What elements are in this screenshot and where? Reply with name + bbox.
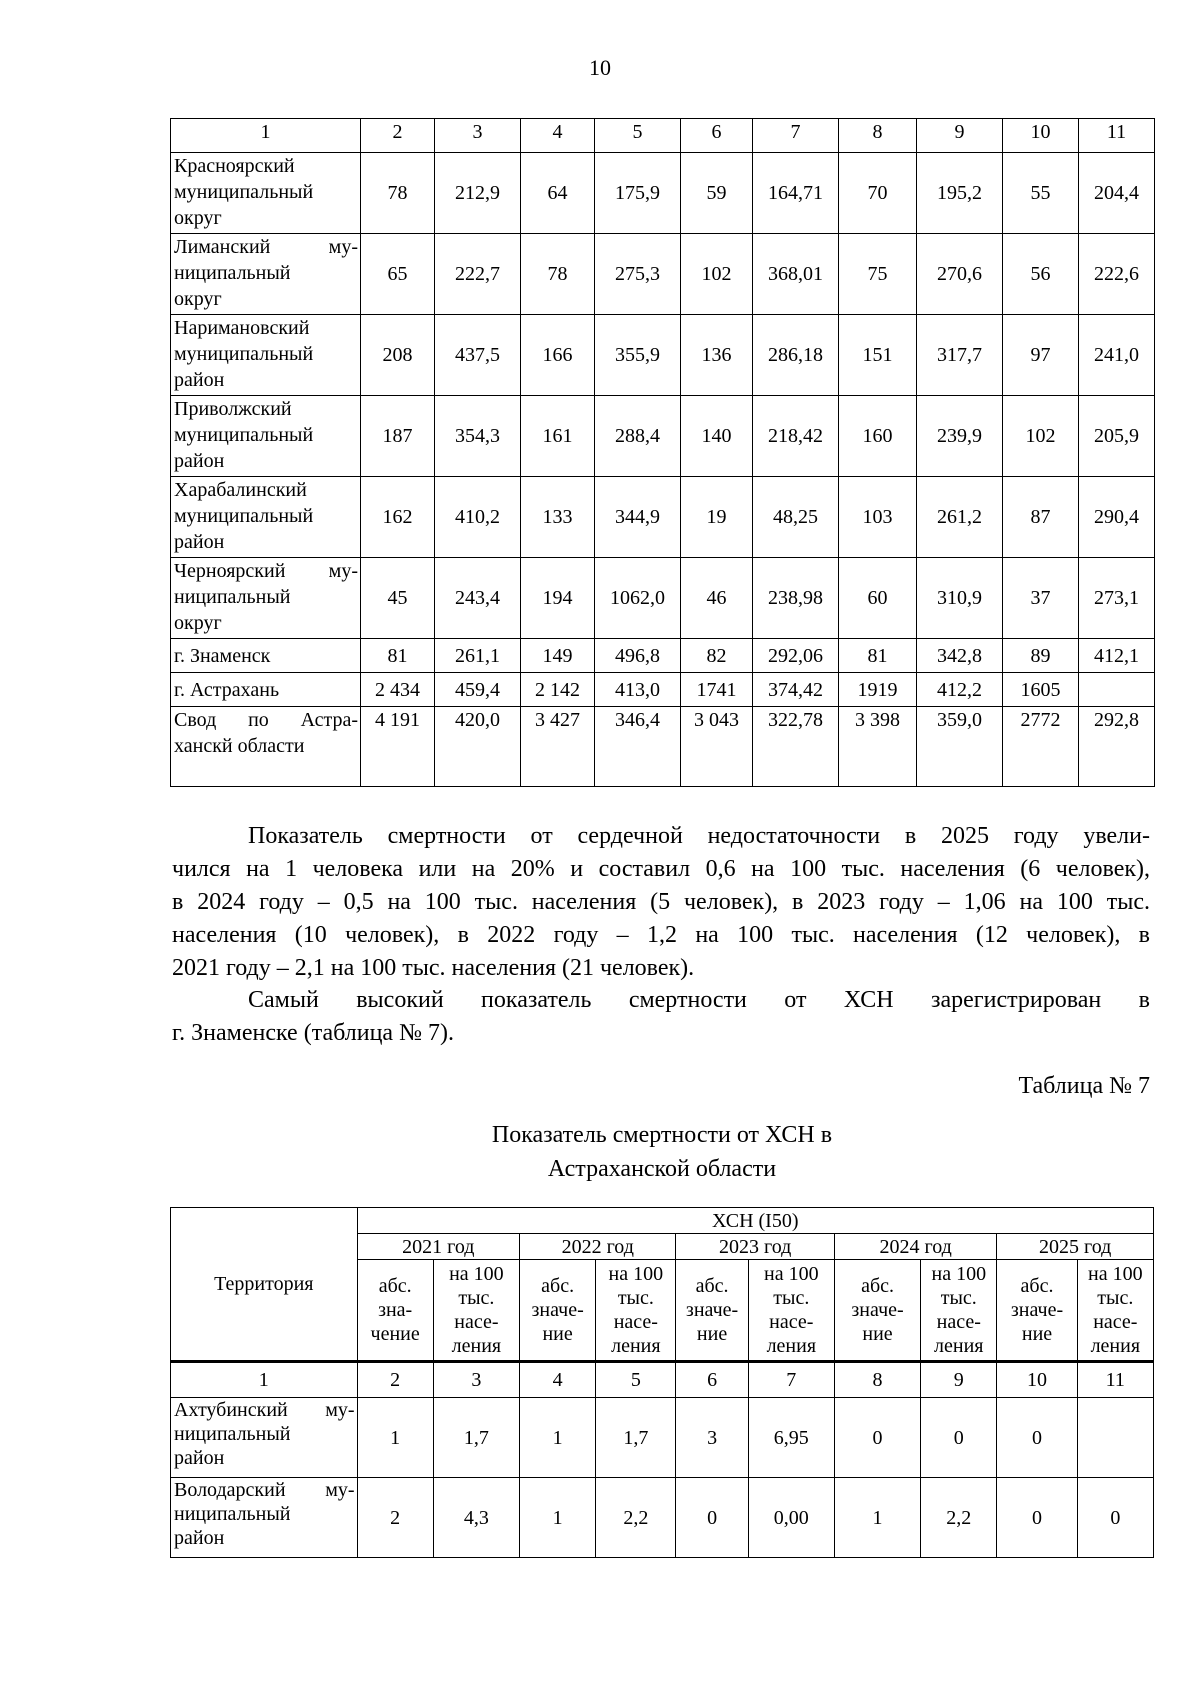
table-cell: 292,06	[753, 639, 839, 673]
subheader-line: насе-	[1093, 1311, 1138, 1333]
column-number: 10	[1003, 119, 1079, 153]
table-cell: 164,71	[753, 153, 839, 234]
table-cell: 81	[839, 639, 917, 673]
table-cell: 161	[521, 396, 595, 477]
subheader-line: значе-	[685, 1299, 739, 1321]
table-cell: 243,4	[435, 558, 521, 639]
table-cell: 0	[997, 1398, 1077, 1478]
table-cell: 286,18	[753, 315, 839, 396]
table-cell: 437,5	[435, 315, 521, 396]
territory-name-line: Лиманский му-	[174, 236, 358, 258]
table-cell: 0	[1077, 1478, 1153, 1558]
subheader-cell	[357, 1260, 433, 1362]
territory-name-line: Харабалинский	[174, 479, 307, 501]
table-cell: 204,4	[1079, 153, 1155, 234]
territory-name-line: ниципальный	[174, 262, 291, 284]
table-cell: 0	[834, 1398, 920, 1478]
territory-name-line: Наримановский	[174, 317, 310, 339]
table-cell: 55	[1003, 153, 1079, 234]
subheader-line: чение	[370, 1323, 420, 1345]
table-cell: 1741	[681, 673, 753, 707]
column-number: 11	[1079, 119, 1155, 153]
table-cell: 1	[357, 1398, 433, 1478]
territory-name	[171, 234, 361, 315]
paragraph-line: г. Знаменске (таблица № 7).	[172, 1020, 454, 1046]
year-header: 2022 год	[520, 1234, 676, 1260]
table-cell: 344,9	[595, 477, 681, 558]
table-cell: 140	[681, 396, 753, 477]
table-cell: 322,78	[753, 707, 839, 787]
header-row	[171, 1208, 1154, 1234]
subheader-line: значе-	[531, 1299, 584, 1321]
table-cell: 60	[839, 558, 917, 639]
territory-name-line: район	[174, 1527, 225, 1549]
table-cell: 81	[361, 639, 435, 673]
territory-name-line: Черноярский му-	[174, 560, 358, 582]
column-numbers-row	[171, 1362, 1154, 1398]
table-row	[171, 558, 1155, 639]
table-row	[171, 477, 1155, 558]
subheader-line: значе-	[1010, 1299, 1064, 1321]
table-cell: 1	[520, 1398, 596, 1478]
column-number: 2	[357, 1362, 433, 1398]
column-number: 1	[171, 119, 361, 153]
table-cell: 56	[1003, 234, 1079, 315]
column-number: 1	[171, 1362, 358, 1398]
subheader-line: насе-	[454, 1311, 499, 1333]
table-cell: 133	[521, 477, 595, 558]
table-title-line: Астраханской области	[547, 1156, 777, 1182]
paragraph-highest-rate	[172, 984, 1150, 1050]
territory-name-line: Свод по Астра-	[174, 709, 358, 731]
territory-name-line: район	[174, 450, 225, 472]
mortality-table-continued	[170, 118, 1155, 787]
year-header: 2021 год	[357, 1234, 519, 1260]
table-row	[171, 1398, 1154, 1478]
table-cell: 1605	[1003, 673, 1079, 707]
page-number: 10	[589, 55, 611, 80]
year-header: 2024 год	[834, 1234, 996, 1260]
table-cell: 78	[521, 234, 595, 315]
subheader-line: ления	[451, 1335, 502, 1357]
table-cell: 162	[361, 477, 435, 558]
table-cell: 368,01	[753, 234, 839, 315]
column-number: 9	[917, 119, 1003, 153]
table-cell: 275,3	[595, 234, 681, 315]
subheader-line: ления	[934, 1335, 984, 1357]
territory-name-line: округ	[174, 207, 222, 229]
table-cell: 1,7	[596, 1398, 676, 1478]
territory-name-line: г. Знаменск	[174, 644, 271, 667]
table-cell: 1062,0	[595, 558, 681, 639]
table-cell: 59	[681, 153, 753, 234]
table-cell: 374,42	[753, 673, 839, 707]
table-cell: 412,2	[917, 673, 1003, 707]
table-cell: 166	[521, 315, 595, 396]
table-cell: 355,9	[595, 315, 681, 396]
column-number: 7	[753, 119, 839, 153]
subheader-line: тыс.	[617, 1287, 654, 1309]
table-cell: 149	[521, 639, 595, 673]
table-cell: 2,2	[921, 1478, 997, 1558]
column-number: 7	[748, 1362, 834, 1398]
subheader-line: тыс.	[940, 1287, 977, 1309]
year-header: 2025 год	[997, 1234, 1154, 1260]
table-cell: 239,9	[917, 396, 1003, 477]
paragraph-line: 2021 году – 2,1 на 100 тыс. населения (21 человек).	[172, 955, 695, 981]
territory-name	[171, 477, 361, 558]
territory-name	[171, 1398, 358, 1478]
table-cell: 160	[839, 396, 917, 477]
table-cell: 0,00	[748, 1478, 834, 1558]
subheader-cell	[520, 1260, 596, 1362]
table-cell: 1,7	[433, 1398, 519, 1478]
subheader-line: значе-	[851, 1299, 904, 1321]
column-number: 2	[361, 119, 435, 153]
subheader-line: абс.	[541, 1275, 575, 1297]
territory-name-line: округ	[174, 288, 222, 310]
subheader-line: тыс.	[458, 1287, 495, 1309]
subheader-line: тыс.	[1097, 1287, 1134, 1309]
subheader-line: на 100	[449, 1263, 504, 1285]
territory-name	[171, 558, 361, 639]
table-cell: 19	[681, 477, 753, 558]
territory-name-line: район	[174, 1447, 225, 1469]
paragraph-heart-failure	[172, 820, 1150, 985]
table-cell	[1077, 1398, 1153, 1478]
table-cell: 238,98	[753, 558, 839, 639]
table-cell: 317,7	[917, 315, 1003, 396]
subheader-cell	[748, 1260, 834, 1362]
subheader-line: ления	[611, 1335, 661, 1357]
territory-name-line: Ахтубинский му-	[174, 1399, 355, 1421]
table-cell: 241,0	[1079, 315, 1155, 396]
table-cell: 194	[521, 558, 595, 639]
table-cell: 136	[681, 315, 753, 396]
table-cell: 292,8	[1079, 707, 1155, 787]
table-cell: 496,8	[595, 639, 681, 673]
territory-name-line: район	[174, 531, 225, 553]
territory-name-line: муниципальный	[174, 424, 314, 446]
table-cell: 87	[1003, 477, 1079, 558]
subheader-line: абс.	[861, 1275, 895, 1297]
territory-name-line: Володарский му-	[174, 1479, 355, 1501]
subheader-line: абс.	[378, 1275, 412, 1297]
table-cell: 78	[361, 153, 435, 234]
table-cell: 45	[361, 558, 435, 639]
territory-name	[171, 639, 361, 673]
territory-name	[171, 315, 361, 396]
column-number: 3	[433, 1362, 519, 1398]
table-cell: 2772	[1003, 707, 1079, 787]
table-cell: 1919	[839, 673, 917, 707]
table-cell: 2,2	[596, 1478, 676, 1558]
column-number: 5	[595, 119, 681, 153]
table-cell: 70	[839, 153, 917, 234]
table-cell: 102	[681, 234, 753, 315]
table-cell: 218,42	[753, 396, 839, 477]
subheader-line: тыс.	[773, 1287, 810, 1309]
territory-name-line: округ	[174, 612, 222, 634]
table-cell: 412,1	[1079, 639, 1155, 673]
subheader-line: насе-	[769, 1311, 814, 1333]
column-number: 10	[997, 1362, 1077, 1398]
subheader-line: на 100	[1088, 1263, 1143, 1285]
table-row	[171, 707, 1155, 787]
subheader-cell	[1077, 1260, 1153, 1362]
territory-name	[171, 707, 361, 787]
table-cell: 6,95	[748, 1398, 834, 1478]
table-cell: 97	[1003, 315, 1079, 396]
territory-name-line: Приволжский	[174, 398, 292, 420]
year-header: 2023 год	[676, 1234, 834, 1260]
table-cell: 310,9	[917, 558, 1003, 639]
territory-name	[171, 673, 361, 707]
territory-name-line: ниципальный	[174, 1503, 291, 1525]
subheader-line: абс.	[695, 1275, 729, 1297]
territory-name-line: ханскй области	[174, 735, 305, 757]
column-number: 11	[1077, 1362, 1153, 1398]
table-cell: 89	[1003, 639, 1079, 673]
table-cell: 0	[676, 1478, 748, 1558]
table-label: Таблица № 7	[1018, 1073, 1150, 1099]
table-cell: 195,2	[917, 153, 1003, 234]
table-cell: 1	[834, 1478, 920, 1558]
table-row	[171, 639, 1155, 673]
table-title	[170, 1118, 1154, 1186]
table-cell: 2	[357, 1478, 433, 1558]
table-cell: 222,6	[1079, 234, 1155, 315]
table-cell: 1	[520, 1478, 596, 1558]
column-number: 8	[839, 119, 917, 153]
territory-name-line: Красноярский	[174, 155, 295, 177]
territory-name-line: муниципальный	[174, 343, 314, 365]
table-cell: 2 434	[361, 673, 435, 707]
table-cell: 4,3	[433, 1478, 519, 1558]
table-cell: 75	[839, 234, 917, 315]
subheader-line: насе-	[936, 1311, 981, 1333]
table-row	[171, 234, 1155, 315]
table-cell: 288,4	[595, 396, 681, 477]
table-cell: 208	[361, 315, 435, 396]
table-cell: 3	[676, 1398, 748, 1478]
subheader-line: насе-	[613, 1311, 658, 1333]
subheader-line: ние	[1021, 1323, 1053, 1345]
territory-name	[171, 1478, 358, 1558]
column-number: 5	[596, 1362, 676, 1398]
table-cell: 187	[361, 396, 435, 477]
column-number: 8	[834, 1362, 920, 1398]
table-cell: 82	[681, 639, 753, 673]
territory-name-line: ниципальный	[174, 1423, 291, 1445]
table-cell: 290,4	[1079, 477, 1155, 558]
table-cell: 48,25	[753, 477, 839, 558]
subheader-line: на 100	[931, 1263, 987, 1285]
table-cell: 37	[1003, 558, 1079, 639]
territory-header: Территория	[171, 1208, 358, 1362]
table-cell: 151	[839, 315, 917, 396]
table-cell: 354,3	[435, 396, 521, 477]
subheader-cell	[433, 1260, 519, 1362]
table-cell: 64	[521, 153, 595, 234]
table-row	[171, 673, 1155, 707]
table-cell: 261,2	[917, 477, 1003, 558]
subheader-line: на 100	[764, 1263, 819, 1285]
column-number: 4	[520, 1362, 596, 1398]
table-cell: 3 427	[521, 707, 595, 787]
paragraph-line: в 2024 году – 0,5 на 100 тыс. населения (5 человек), в 2023 году – 1,06 на 100 тыс.	[172, 889, 1150, 915]
table-cell: 410,2	[435, 477, 521, 558]
table-cell: 212,9	[435, 153, 521, 234]
table-cell: 270,6	[917, 234, 1003, 315]
chf-mortality-table	[170, 1207, 1154, 1558]
subheader-line: ления	[1090, 1335, 1141, 1357]
table-title-line: Показатель смертности от ХСН в	[491, 1122, 833, 1148]
group-header: ХСН (I50)	[357, 1208, 1153, 1234]
table-cell: 0	[921, 1398, 997, 1478]
table-cell: 4 191	[361, 707, 435, 787]
table-row	[171, 396, 1155, 477]
subheader-cell	[834, 1260, 920, 1362]
table-cell: 175,9	[595, 153, 681, 234]
territory-name	[171, 396, 361, 477]
table-cell: 46	[681, 558, 753, 639]
paragraph-line: Показатель смертности от сердечной недостаточности в 2025 году увели-	[248, 823, 1150, 849]
subheader-line: ние	[542, 1323, 573, 1345]
column-number: 6	[681, 119, 753, 153]
table-cell: 0	[997, 1478, 1077, 1558]
table-cell: 2 142	[521, 673, 595, 707]
paragraph-line: чился на 1 человека или на 20% и составил 0,6 на 100 тыс. населения (6 человек),	[172, 856, 1150, 882]
table-cell: 342,8	[917, 639, 1003, 673]
table-cell: 420,0	[435, 707, 521, 787]
subheader-line: ние	[862, 1323, 893, 1345]
territory-name-line: муниципальный	[174, 181, 314, 203]
territory-name-line: г. Астрахань	[174, 678, 280, 701]
territory-name-line: муниципальный	[174, 505, 314, 527]
table-cell	[1079, 673, 1155, 707]
table-cell: 359,0	[917, 707, 1003, 787]
column-number: 4	[521, 119, 595, 153]
subheader-cell	[676, 1260, 748, 1362]
table-cell: 102	[1003, 396, 1079, 477]
table-cell: 346,4	[595, 707, 681, 787]
header-row	[171, 119, 1155, 153]
table-cell: 65	[361, 234, 435, 315]
column-number: 9	[921, 1362, 997, 1398]
paragraph-line: населения (10 человек), в 2022 году – 1,2 на 100 тыс. населения (12 человек), в	[172, 922, 1150, 948]
territory-name-line: район	[174, 369, 225, 391]
subheader-cell	[596, 1260, 676, 1362]
subheader-line: ние	[696, 1323, 728, 1345]
table-cell: 222,7	[435, 234, 521, 315]
subheader-line: зна-	[378, 1299, 413, 1321]
column-number: 3	[435, 119, 521, 153]
subheader-line: на 100	[608, 1263, 664, 1285]
table-cell: 3 398	[839, 707, 917, 787]
subheader-line: ления	[766, 1335, 817, 1357]
table-row	[171, 1478, 1154, 1558]
table-cell: 413,0	[595, 673, 681, 707]
territory-name-line: ниципальный	[174, 586, 291, 608]
table-cell: 103	[839, 477, 917, 558]
territory-name	[171, 153, 361, 234]
paragraph-line: Самый высокий показатель смертности от ХСН зарегистрирован в	[248, 987, 1150, 1013]
table-row	[171, 153, 1155, 234]
table-cell: 261,1	[435, 639, 521, 673]
column-number: 6	[676, 1362, 748, 1398]
subheader-line: абс.	[1020, 1275, 1054, 1297]
table-cell: 3 043	[681, 707, 753, 787]
table-cell: 205,9	[1079, 396, 1155, 477]
subheader-cell	[997, 1260, 1077, 1362]
table-row	[171, 315, 1155, 396]
table-cell: 459,4	[435, 673, 521, 707]
table-cell: 273,1	[1079, 558, 1155, 639]
subheader-cell	[921, 1260, 997, 1362]
